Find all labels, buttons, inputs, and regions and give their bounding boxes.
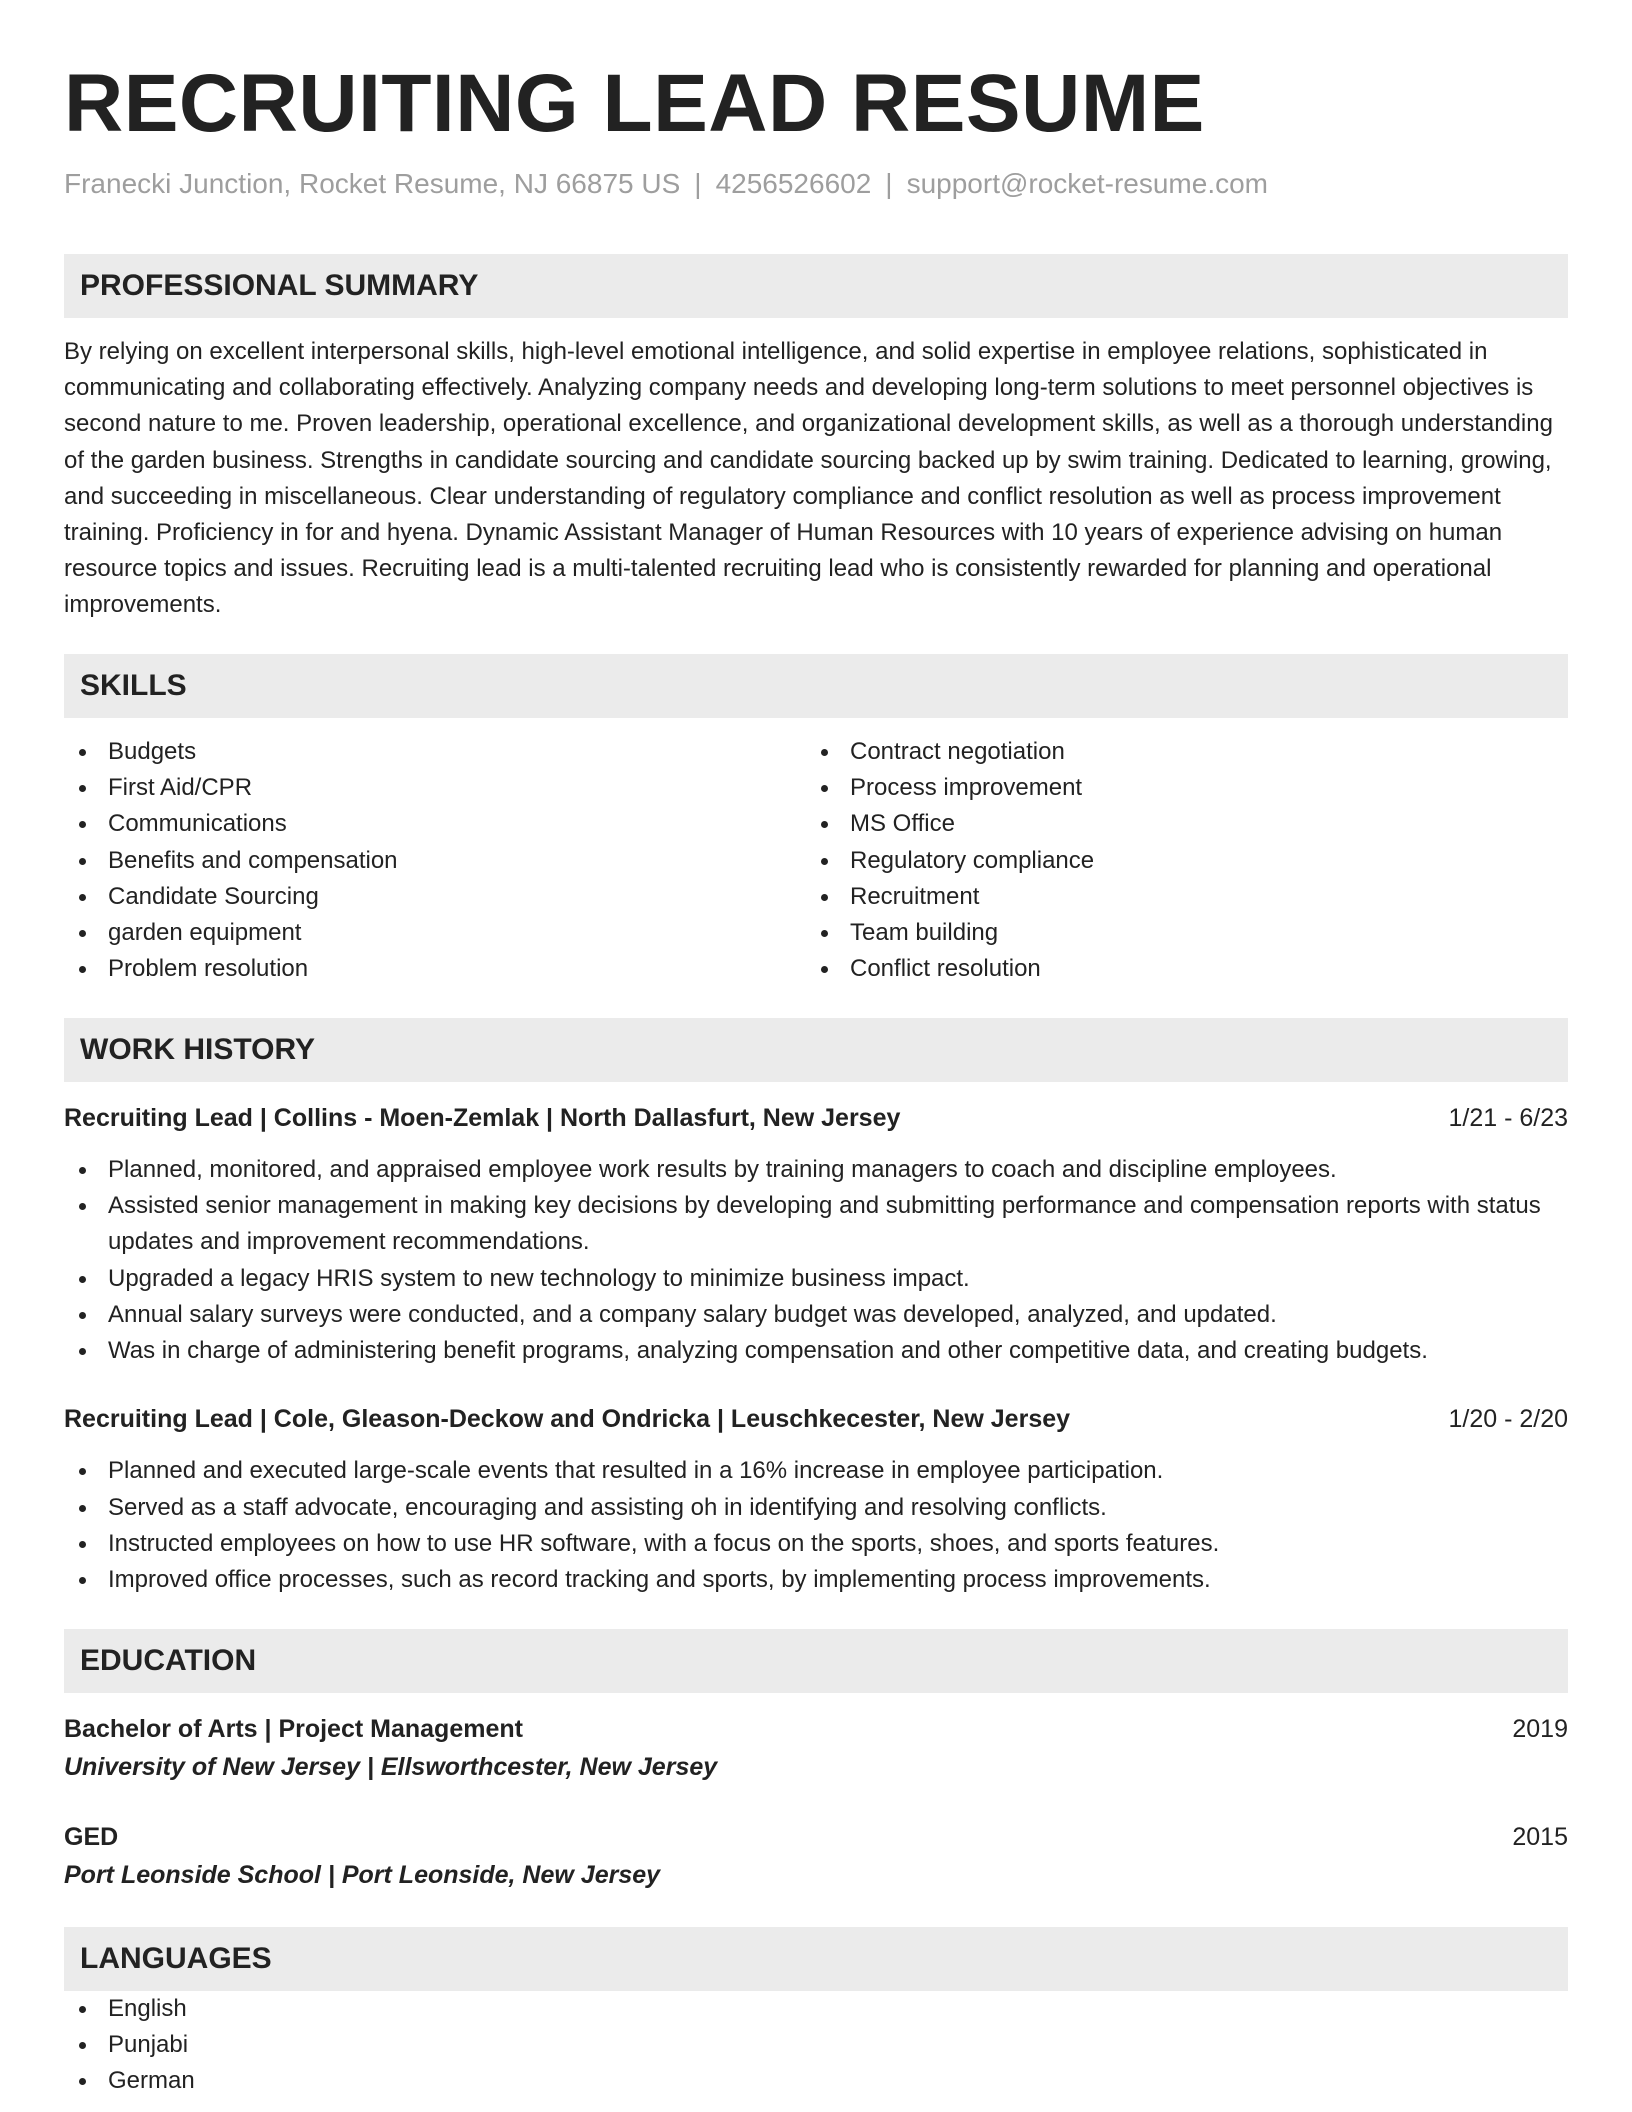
language-item: German [64,2063,1568,2099]
education-degree: Bachelor of Arts | Project Management [64,1714,523,1743]
education-school: University of New Jersey | Ellsworthcester, New Jersey [64,1752,718,1781]
education-header [64,1819,1568,1855]
job-title: Recruiting Lead | Cole, Gleason-Deckow and Ondricka | Leuschkecester, New Jersey [64,1405,1071,1434]
job-bullet: Planned and executed large-scale events that resulted in a 16% increase in employee participation. [64,1453,1568,1489]
skill-item: Contract negotiation [806,734,1548,770]
job-bullet: Planned, monitored, and appraised employee work results by training managers to coach and discipline employees. [64,1152,1568,1188]
skill-item: garden equipment [64,915,806,951]
job-bullet: Upgraded a legacy HRIS system to new technology to minimize business impact. [64,1261,1568,1297]
contact-separator: | [885,168,893,199]
job-bullet: Instructed employees on how to use HR software, with a focus on the sports, shoes, and sports features. [64,1526,1568,1562]
language-item: Punjabi [64,2027,1568,2063]
resume-page [64,56,1568,2100]
contact-address: Franecki Junction, Rocket Resume, NJ 66875 US [64,168,681,199]
skill-item: MS Office [806,806,1548,842]
skill-item: Budgets [64,734,806,770]
job-bullet: Improved office processes, such as record tracking and sports, by implementing process improvements. [64,1562,1568,1598]
job-bullet: Served as a staff advocate, encouraging and assisting oh in identifying and resolving conflicts. [64,1490,1568,1526]
job-bullets [64,1152,1568,1370]
job-entry [64,1100,1568,1370]
contact-email: support@rocket-resume.com [906,168,1269,199]
skill-item: Communications [64,806,806,842]
skills-column-left [64,734,806,988]
job-dates: 1/20 - 2/20 [1448,1405,1568,1434]
contact-separator: | [694,168,702,199]
job-dates: 1/21 - 6/23 [1448,1103,1568,1132]
language-item: English [64,1991,1568,2027]
job-entry [64,1401,1568,1598]
education-degree: GED [64,1822,119,1851]
skills-column-right [806,734,1548,988]
skill-item: Problem resolution [64,951,806,987]
education-year: 2019 [1512,1714,1568,1743]
section-header-languages: LANGUAGES [64,1927,1568,1991]
skill-item: Benefits and compensation [64,843,806,879]
contact-line [64,166,1568,202]
job-bullet: Annual salary surveys were conducted, and a company salary budget was developed, analyzed, and updated. [64,1297,1568,1333]
education-header [64,1711,1568,1747]
skills-grid [64,734,1568,988]
education-year: 2015 [1512,1822,1568,1851]
job-bullets [64,1453,1568,1598]
skill-item: First Aid/CPR [64,770,806,806]
job-header [64,1100,1568,1136]
skill-item: Recruitment [806,879,1548,915]
section-header-skills: SKILLS [64,654,1568,718]
job-title: Recruiting Lead | Collins - Moen-Zemlak | North Dallasfurt, New Jersey [64,1103,901,1132]
skill-item: Candidate Sourcing [64,879,806,915]
resume-title: RECRUITING LEAD RESUME [64,58,1205,149]
education-entry [64,1819,1568,1893]
skill-item: Process improvement [806,770,1548,806]
education-school: Port Leonside School | Port Leonside, New Jersey [64,1860,661,1889]
section-header-summary: PROFESSIONAL SUMMARY [64,254,1568,318]
summary-text: By relying on excellent interpersonal skills, high-level emotional intelligence, and solid expertise in employee relations, sophisticated in communicating and collaborating effectively. Analyzing company needs and developing long-term solutions to meet personnel objectives is second nature to me. Proven leadership, operational excellence, and organizational development skills, as well as a thorough understanding of the garden business. Strengths in candidate sourcing and candidate sourcing backed up by swim training. Dedicated to learning, growing, and succeeding in miscellaneous. Clear understanding of regulatory compliance and conflict resolution as well as process improvement training. Proficiency in for and hyena. Dynamic Assistant Manager of Human Resources with 10 years of experience advising on human resource topics and issues. Recruiting lead is a multi-talented recruiting lead who is consistently rewarded for planning and operational improvements. [64,338,1553,619]
languages-list [64,1991,1568,2100]
section-header-work-history: WORK HISTORY [64,1018,1568,1082]
contact-phone: 4256526602 [715,168,872,199]
job-bullet: Assisted senior management in making key decisions by developing and submitting performance and compensation reports with status updates and improvement recommendations. [64,1188,1568,1261]
skill-item: Regulatory compliance [806,843,1548,879]
skill-item: Team building [806,915,1548,951]
job-header [64,1401,1568,1437]
job-bullet: Was in charge of administering benefit programs, analyzing compensation and other competitive data, and creating budgets. [64,1333,1568,1369]
education-entry [64,1711,1568,1785]
section-header-education: EDUCATION [64,1629,1568,1693]
skill-item: Conflict resolution [806,951,1548,987]
